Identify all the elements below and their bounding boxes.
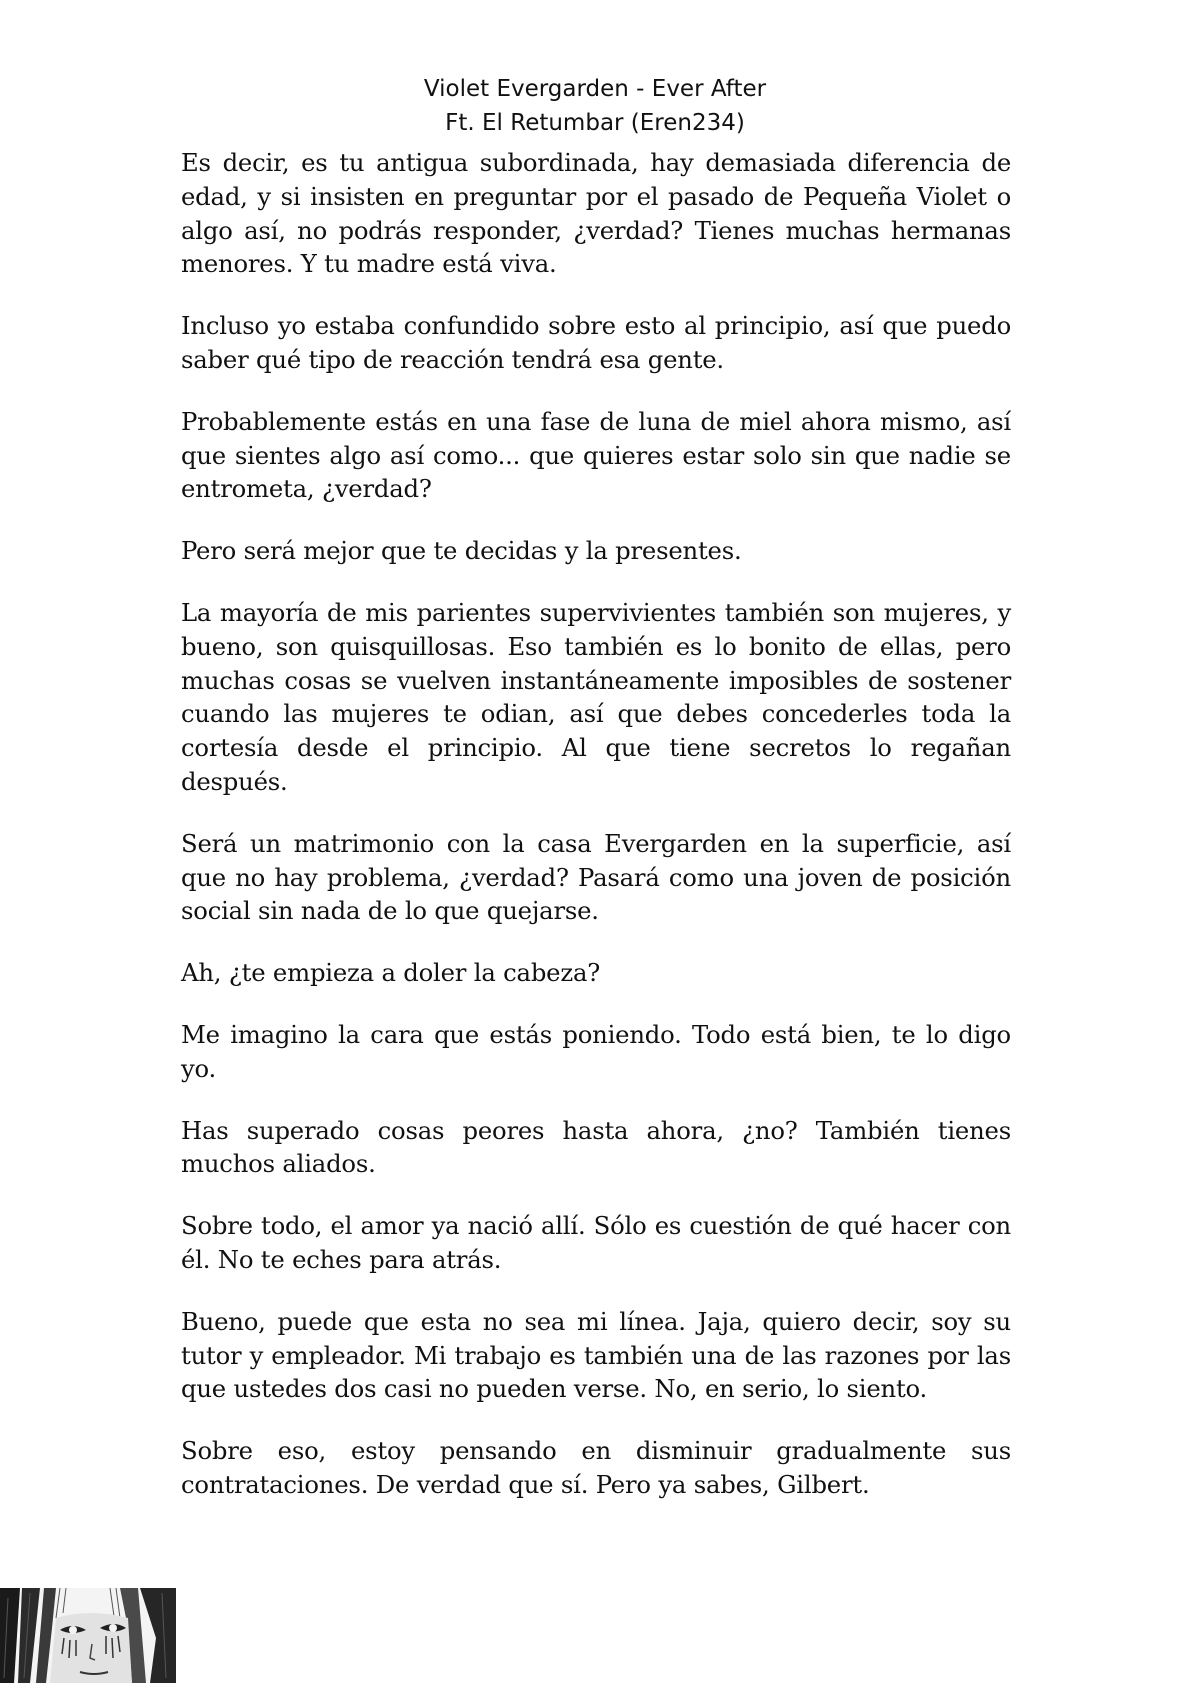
paragraph: Será un matrimonio con la casa Evergarden en la superficie, así que no hay problema, ¿verdad? Pasará como una joven de posición social sin nada de lo que quejarse.	[181, 828, 1011, 926]
paragraph: Ah, ¿te empieza a doler la cabeza?	[181, 958, 601, 988]
paragraph: Pero será mejor que te decidas y la presentes.	[181, 536, 742, 566]
paragraph: Sobre todo, el amor ya nació allí. Sólo es cuestión de qué hacer con él. No te eches para atrás.	[181, 1211, 1011, 1274]
body-text	[181, 146, 1011, 1530]
paragraph: Me imagino la cara que estás poniendo. Todo está bien, te lo digo yo.	[181, 1019, 1011, 1083]
paragraph: Bueno, puede que esta no sea mi línea. Jaja, quiero decir, soy su tutor y empleador. Mi trabajo es también una de las razones por las que ustedes dos casi no pueden verse. No, en serio, lo siento.	[181, 1306, 1011, 1404]
paragraph: La mayoría de mis parientes supervivientes también son mujeres, y bueno, son quisquillosas. Eso también es lo bonito de ellas, pero muchas cosas se vuelven instantáneamente imposibles de sostener cuando las mujeres te odian, así que debes concederles toda la cortesía desde el principio. Al que tiene secretos lo regañan después.	[181, 597, 1011, 796]
paragraph: Es decir, es tu antigua subordinada, hay demasiada diferencia de edad, y si insisten en preguntar por el pasado de Pequeña Violet o algo así, no podrás responder, ¿verdad? Tienes muchas hermanas menores. Y tu madre está viva.	[181, 148, 1011, 279]
manga-face-illustration	[0, 1588, 176, 1683]
paragraph: Has superado cosas peores hasta ahora, ¿no? También tienes muchos aliados.	[181, 1115, 1011, 1179]
paragraph: Incluso yo estaba confundido sobre esto al principio, así que puedo saber qué tipo de reacción tendrá esa gente.	[181, 311, 1011, 374]
paragraph: Sobre eso, estoy pensando en disminuir gradualmente sus contrataciones. De verdad que sí. Pero ya sabes, Gilbert.	[181, 1436, 1011, 1499]
corner-manga-illustration	[0, 1588, 176, 1683]
page-header	[0, 72, 1190, 140]
header-title: Violet Evergarden - Ever After	[423, 76, 767, 102]
paragraph: Probablemente estás en una fase de luna de miel ahora mismo, así que sientes algo así como... que quieres estar solo sin que nadie se entrometa, ¿verdad?	[181, 406, 1011, 504]
header-subtitle: Ft. El Retumbar (Eren234)	[445, 110, 745, 136]
